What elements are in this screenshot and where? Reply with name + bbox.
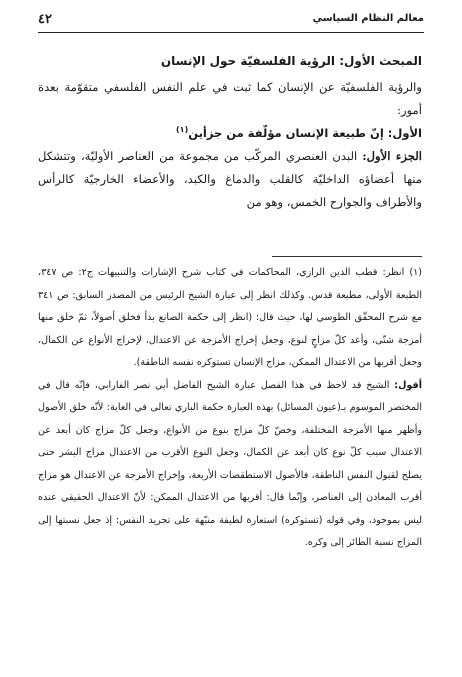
main-text [38, 50, 422, 214]
footnote-1: (١) انظر: قطب الدين الرازي، المحاكمات في كتاب شرح الإشارات والتنبيهات ج٢: ص ٣٤٧، الطبعة الأولى، مطبعة قدس. وكذلك انظر إلى عبارة الشيخ الرئيس من المصدر السابق: ص ٣٤١ مع شرح المحقّق الطوسي لها، حيث قال: (انظر إلى حكمة الصانع بدأ فخلق أصولاً، ثمّ خلق منها أمزجة شتّى، وأعد كلّ مزاجٍ لنوع، وجعل إخراج الأمزجة عن الاعتدال، لإخراج الأنواع عن الكمال، وجعل أقربها من الاعتدال الممكن، مزاج الإنسان تستوكره نفسه الناطقة). [38, 267, 422, 368]
footnote-2-label: أقول: [394, 379, 422, 391]
footnote-2 [38, 375, 422, 555]
page-header [38, 10, 424, 33]
footnote-reference: (١) [176, 125, 189, 135]
footnote-separator [272, 256, 422, 257]
footnotes [38, 262, 422, 555]
part-one-paragraph [38, 145, 422, 214]
page-number: ٤٢ [38, 12, 52, 27]
intro-paragraph: والرؤية الفلسفيّة عن الإنسان كما ثبت في علم النفس الفلسفي متقوّمة بعدة أمور: [38, 80, 422, 117]
first-heading [38, 122, 422, 145]
part-one-lead: الجزء الأول: [362, 149, 422, 163]
section-title: المبحث الأول: الرؤية الفلسفيّة حول الإنسان [160, 54, 422, 68]
footnote-2-text: الشيخ قد لاحظ في هذا الفصل عبارة الشيخ الفاضل أبي نصر الفارابي، فإنّه قال في المختصر الموسوم بـ(عيون المسائل) بهذه العبارة حكمة الباري تعالى في الغاية: لأنّه خلق الأصول وأظهر منها الأمزجة المختلفة، وخصّ كلّ مزاج بنوع من الأنواع، وجعل كلّ مزاج كان أبعد عن الاعتدال سبب كلّ نوع كان أبعد عن الكمال، وجعل النوع الأقرب من الاعتدال مزاج البشر حتى يصلح لقبول النفس الناطقة، فالأصول الاستطقصات الأربعة، وإخراج الأمزجة عن الاعتدال هو مزاج أقرب المعادن إلى العناصر، وإنّما قال: أقربها من الاعتدال الممكن: لأنّ الاعتدال الحقيقي عنده ليس بموجود، وفي قوله (تستوكره) استعارة لطيفة منبّهة على تجريد النفس: إذ جعل نسبتها إلى المزاج نسبة الطائر إلى وكره. [38, 379, 422, 548]
part-one-text: البدن العنصري المركّب من مجموعة من العناصر الأوليّة، وتتشكل منها أعضاؤه الداخليّة كالقلب والدماغ والكبد، والأعضاء الخارجيّة كالرأس والأطراف والجوارح الخمس، وهو من [38, 149, 422, 209]
first-heading-text: الأول: إنّ طبيعة الإنسان مؤلّفة من جزأين [188, 126, 422, 140]
running-title: معالم النظام السياسي [312, 13, 424, 24]
